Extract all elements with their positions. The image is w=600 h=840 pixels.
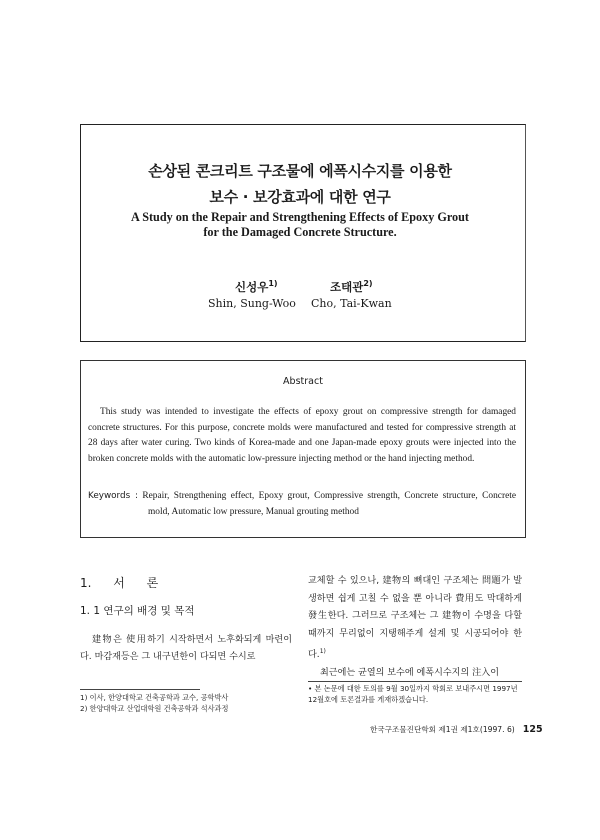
footnotes-left <box>80 693 294 714</box>
body-text-right <box>308 573 522 682</box>
keywords <box>88 489 516 520</box>
abstract-text: This study was intended to investigate the effects of epoxy grout on compressive strength for damaged concrete structures. For this purpose, concrete molds were manufactured and tested for compressive strength at 28 days after water curing. Two kinds of Korea-made and one Japan-made epoxy grouts were injected into the broken concrete molds with the automatic low-pressure injecting method or the hand injecting method. <box>88 407 516 464</box>
body-text-left: 建物은 使用하기 시작하면서 노후화되게 마련이다. 마감재등은 그 내구년한이 다되면 수시로 <box>80 635 292 662</box>
footnote-2: 2) 한양대학교 산업대학원 건축공학과 석사과정 <box>80 703 229 713</box>
page-number: 125 <box>522 724 543 735</box>
author-2-english: Cho, Tai-Kwan <box>311 297 392 310</box>
english-title-line-2: for the Damaged Concrete Structure. <box>203 225 397 239</box>
body-paragraph-2: 최근에는 균열의 보수에 에폭시수지의 注入이 <box>320 667 500 678</box>
subsection-heading: 1. 1 연구의 배경 및 목적 <box>80 605 195 617</box>
keywords-label: Keywords : <box>88 491 138 501</box>
body-paragraph-1: 교체할 수 있으나, 建物의 뼈대인 구조체는 問題가 발생하면 쉽게 고칠 수 없을 뿐 아니라 費用도 막대하게 發生한다. 그러므로 구조체는 그 建物이 수명을 다할 때까지 무리없이 지탱해주게 설계 및 시공되어야 한다.$^{1)}$ <box>308 576 522 661</box>
author-1-korean: 신성우$^{1)}$ <box>235 279 278 294</box>
footnote-rule-left <box>80 689 200 690</box>
section-heading: 1. 서 론 <box>80 576 159 590</box>
footnote-rule-right <box>308 681 522 682</box>
page-footer <box>370 724 543 735</box>
author-2-korean: 조태관$^{2)}$ <box>330 279 373 294</box>
keywords-list: Repair, Strengthening effect, Epoxy grout, Compressive strength, Concrete structure, Concrete mold, Automatic low pressure, Manual grouting method <box>142 491 516 517</box>
journal-info: 한국구조물진단학회 제1권 제1호(1997. 6) <box>370 725 515 734</box>
discussion-notice: • 본 논문에 대한 토의를 9월 30일까지 학회로 보내주시면 1997년 12월호에 토론결과를 게재하겠습니다. <box>308 684 518 704</box>
english-title-line-1: A Study on the Repair and Strengthening Effects of Epoxy Grout <box>131 210 469 224</box>
abstract-heading: Abstract <box>283 376 323 387</box>
author-1-english: Shin, Sung-Woo <box>208 297 296 310</box>
footnote-1: 1) 이사, 한양대학교 건축공학과 교수, 공학박사 <box>80 693 229 702</box>
korean-title-line-1: 손상된 콘크리트 구조물에 에폭시수지를 이용한 <box>148 162 452 180</box>
korean-title-line-2: 보수 · 보강효과에 대한 연구 <box>209 188 391 206</box>
